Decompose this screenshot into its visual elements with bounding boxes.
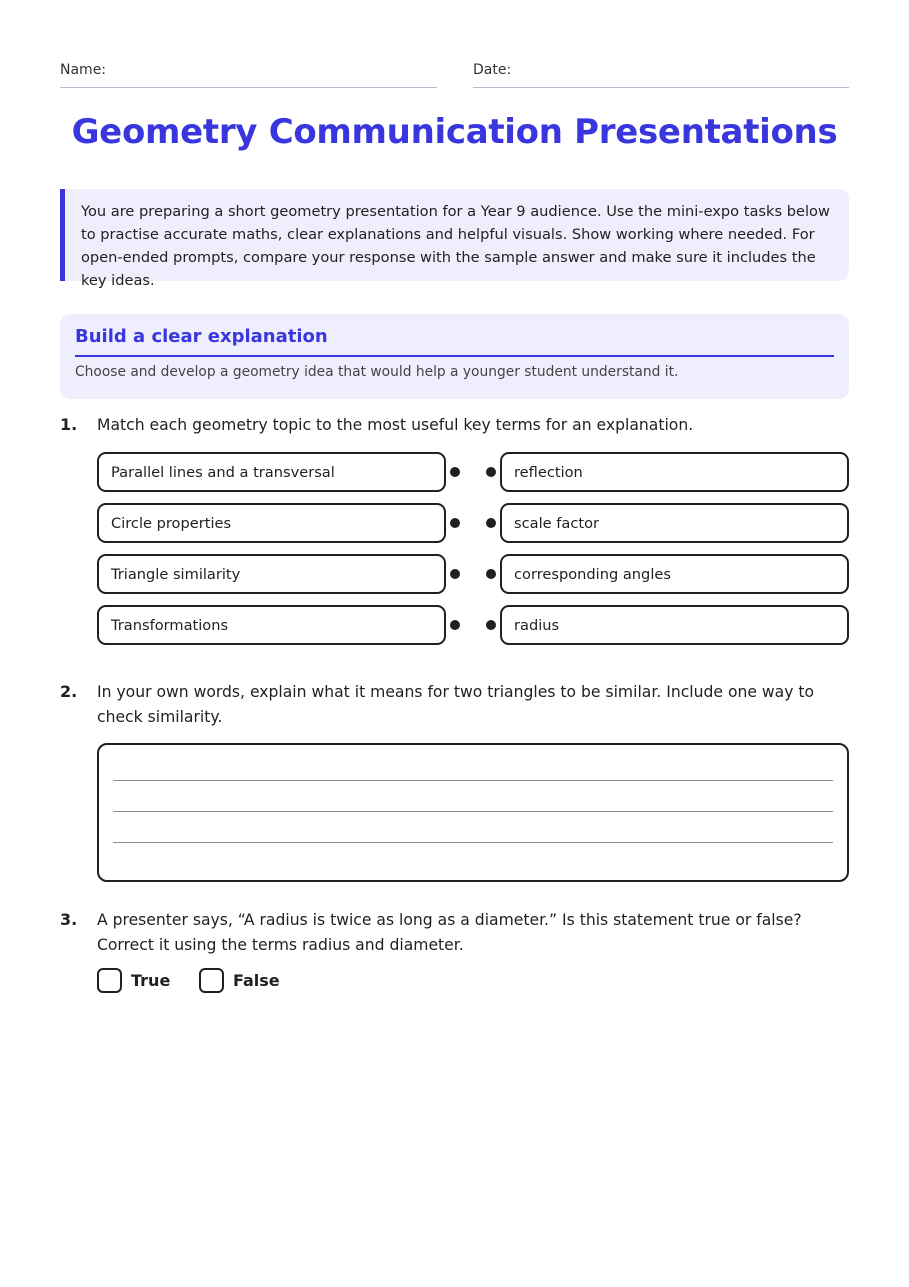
answer-textarea[interactable] xyxy=(97,743,849,882)
question-text-3: A presenter says, “A radius is twice as long as a diameter.” Is this statement true or false? Correct it using the terms radius and diameter. xyxy=(97,911,802,954)
match-left-dot[interactable] xyxy=(450,518,460,528)
match-right-dot[interactable] xyxy=(486,518,496,528)
question-number-2: 2. xyxy=(60,682,78,701)
option-false[interactable] xyxy=(199,968,280,993)
option-true[interactable] xyxy=(97,968,170,993)
match-left-item[interactable]: Parallel lines and a transversal xyxy=(97,452,446,492)
question-number-3: 3. xyxy=(60,910,78,929)
match-left-dot[interactable] xyxy=(450,467,460,477)
match-right-dot[interactable] xyxy=(486,620,496,630)
answer-line xyxy=(113,780,833,781)
name-field[interactable] xyxy=(60,60,437,88)
question-text-1: Match each geometry topic to the most useful key terms for an explanation. xyxy=(97,416,694,434)
match-left-item[interactable]: Transformations xyxy=(97,605,446,645)
true-label: True xyxy=(131,971,171,990)
header-row xyxy=(60,60,849,90)
question-text-2: In your own words, explain what it means for two triangles to be similar. Include one way to check similarity. xyxy=(97,683,815,726)
date-field[interactable] xyxy=(473,60,849,88)
intro-callout: You are preparing a short geometry presentation for a Year 9 audience. Use the mini-expo tasks below to practise accurate maths, clear explanations and helpful visuals. Show working where needed. For open-ended prompts, compare your response with the sample answer and make sure it includes the key ideas. xyxy=(60,189,849,281)
match-right-dot[interactable] xyxy=(486,467,496,477)
answer-line xyxy=(113,842,833,843)
match-left-item[interactable]: Circle properties xyxy=(97,503,446,543)
match-left-item[interactable]: Triangle similarity xyxy=(97,554,446,594)
match-left-dot[interactable] xyxy=(450,620,460,630)
section-subtitle: Choose and develop a geometry idea that would help a younger student understand it. xyxy=(75,364,679,380)
false-checkbox[interactable] xyxy=(199,968,224,993)
date-label: Date: xyxy=(473,62,512,78)
match-right-item[interactable]: reflection xyxy=(500,452,849,492)
true-checkbox[interactable] xyxy=(97,968,122,993)
match-right-item[interactable]: corresponding angles xyxy=(500,554,849,594)
match-right-dot[interactable] xyxy=(486,569,496,579)
section-header xyxy=(60,314,849,399)
match-right-item[interactable]: radius xyxy=(500,605,849,645)
match-left-dot[interactable] xyxy=(450,569,460,579)
answer-line xyxy=(113,811,833,812)
question-number-1: 1. xyxy=(60,415,78,434)
match-right-item[interactable]: scale factor xyxy=(500,503,849,543)
name-label: Name: xyxy=(60,62,107,78)
page-title: Geometry Communication Presentations xyxy=(71,112,838,152)
section-title: Build a clear explanation xyxy=(75,326,834,357)
false-label: False xyxy=(233,971,280,990)
